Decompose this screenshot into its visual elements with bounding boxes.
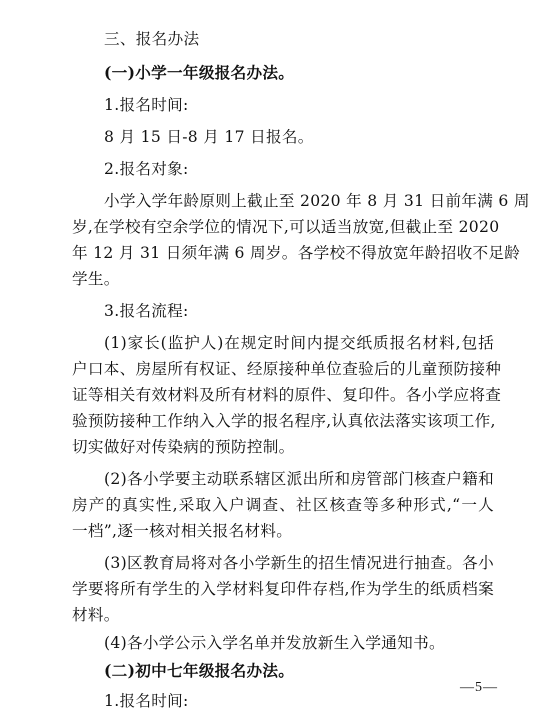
- item1-time-value: 8 月 15 日-8 月 17 日报名。: [104, 128, 314, 146]
- proc3-line: (3)区教育局将对各小学新生的招生情况进行抽查。各小: [104, 554, 494, 572]
- target-line: 年 12 月 31 日须年满 6 周岁。各学校不得放宽年龄招收不足龄: [72, 244, 521, 262]
- target-line: 小学入学年龄原则上截止至 2020 年 8 月 31 日前年满 6 周: [104, 192, 530, 210]
- section-heading: 三、报名办法: [104, 30, 200, 48]
- proc1-line: 证等相关有效材料及所有材料的原件、复印件。各小学应将查: [72, 386, 502, 404]
- proc3-line: 材料。: [72, 606, 120, 624]
- target-line: 岁,在学校有空余学位的情况下,可以适当放宽,但截止至 2020: [72, 218, 500, 236]
- proc1-line: 验预防接种工作纳入入学的报名程序,认真依法落实该项工作,: [72, 412, 496, 430]
- sub2-heading: (二)初中七年级报名办法。: [104, 661, 295, 680]
- proc2-line: (2)各小学要主动联系辖区派出所和房管部门核查户籍和: [104, 470, 494, 488]
- target-line: 学生。: [72, 270, 120, 288]
- item2-target-label: 2.报名对象:: [104, 160, 189, 178]
- proc2-line: 房产的真实性,采取入户调查、社区核查等多种形式,“一人: [72, 496, 494, 514]
- proc1-line: 户口本、房屋所有权证、经原接种单位查验后的儿童预防接种: [72, 360, 502, 378]
- proc2-line: 一档”,逐一核对相关报名材料。: [72, 522, 293, 540]
- proc4-line: (4)各小学公示入学名单并发放新生入学通知书。: [104, 634, 445, 652]
- page-number: —5—: [460, 680, 498, 695]
- proc1-line: (1)家长(监护人)在规定时间内提交纸质报名材料,包括: [104, 334, 494, 352]
- proc1-line: 切实做好对传染病的预防控制。: [72, 438, 295, 456]
- item1-time-label: 1.报名时间:: [104, 96, 189, 114]
- proc3-line: 学要将所有学生的入学材料复印件存档,作为学生的纸质档案: [72, 580, 494, 598]
- item3-process-label: 3.报名流程:: [104, 302, 189, 320]
- sub1-heading: (一)小学一年级报名办法。: [104, 63, 295, 82]
- sub2-item1-label: 1.报名时间:: [104, 692, 189, 710]
